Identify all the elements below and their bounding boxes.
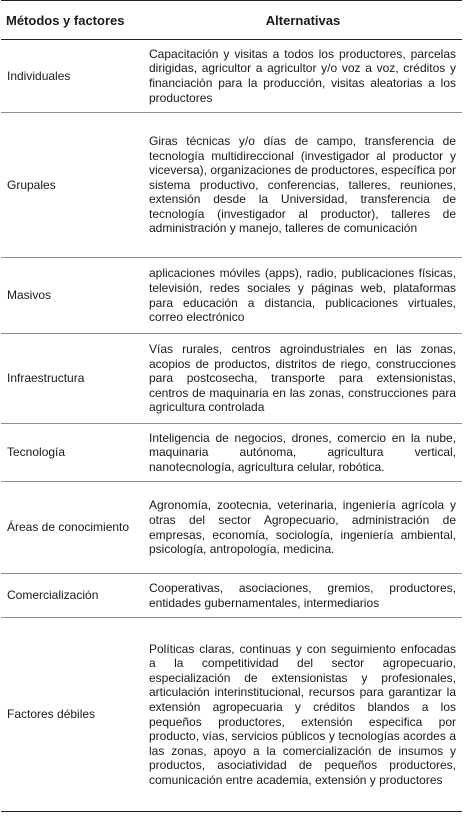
row-category: Grupales [1,113,144,258]
methods-alternatives-table [1,0,462,812]
table-row [1,618,462,812]
row-category: Infraestructura [1,334,144,424]
row-category: Masivos [1,258,144,334]
header-row [1,1,462,40]
row-category: Individuales [1,40,144,113]
header-alternatives: Alternativas [144,1,462,40]
table-row [1,113,462,258]
row-category: Áreas de conocimiento [1,482,144,574]
table-row [1,40,462,113]
table-row [1,482,462,574]
row-category: Tecnología [1,424,144,482]
row-alternatives: Giras técnicas y/o días de campo, transferencia de tecnología multidireccional (investigador al productor y viceversa), organizaciones de productores, específica por sistema productivo, conferencias, talleres, reuniones, extensión desde la Universidad, transferencia de tecnología (investigador al productor), talleres de administración y manejo, talleres de comunicación [144,113,462,258]
row-alternatives: Cooperativas, asociaciones, gremios, productores, entidades gubernamentales, intermediarios [144,574,462,618]
table-row [1,574,462,618]
row-alternatives: Políticas claras, continuas y con seguimiento enfocadas a la competitividad del sector agropecuario, especialización de extensionistas y profesionales, articulación interinstitucional, recursos para garantizar la extensión agropecuaria y créditos blandos a los pequeños productores, extensión especifica por producto, vías, servicios públicos y tecnologías acordes a las zonas, apoyo a la comercialización de insumos y productos, asociatividad de pequeños productores, comunicación entre academia, extensión y productores [149,641,456,787]
header-methods: Métodos y factores [1,1,144,40]
row-alternatives: Inteligencia de negocios, drones, comercio en la nube, maquinaria autónoma, agricultura vertical, nanotecnología, agricultura celular, robótica. [144,424,462,482]
row-alternatives: aplicaciones móviles (apps), radio, publicaciones físicas, televisión, redes sociales y páginas web, plataformas para educación a distancia, publicaciones virtuales, correo electrónico [144,258,462,334]
row-category: Comercialización [1,574,144,618]
table-row [1,334,462,424]
row-alternatives: Capacitación y visitas a todos los productores, parcelas dirigidas, agricultor a agricultor y/o voz a voz, créditos y financiación para la producción, visitas aleatorias a los productores [144,40,462,113]
table-row [1,424,462,482]
table-row [1,258,462,334]
row-alternatives: Agronomía, zootecnia, veterinaria, ingeniería agrícola y otras del sector Agropecuario, administración de empresas, economía, sociología, ingeniería ambiental, psicología, antropología, medicina. [144,482,462,574]
row-category: Factores débiles [7,707,96,722]
row-alternatives: Vías rurales, centros agroindustriales en las zonas, acopios de productos, distritos de riego, construcciones para postcosecha, transporte para extensionistas, centros de maquinaria en las zonas, construcciones para agricultura controlada [144,334,462,424]
